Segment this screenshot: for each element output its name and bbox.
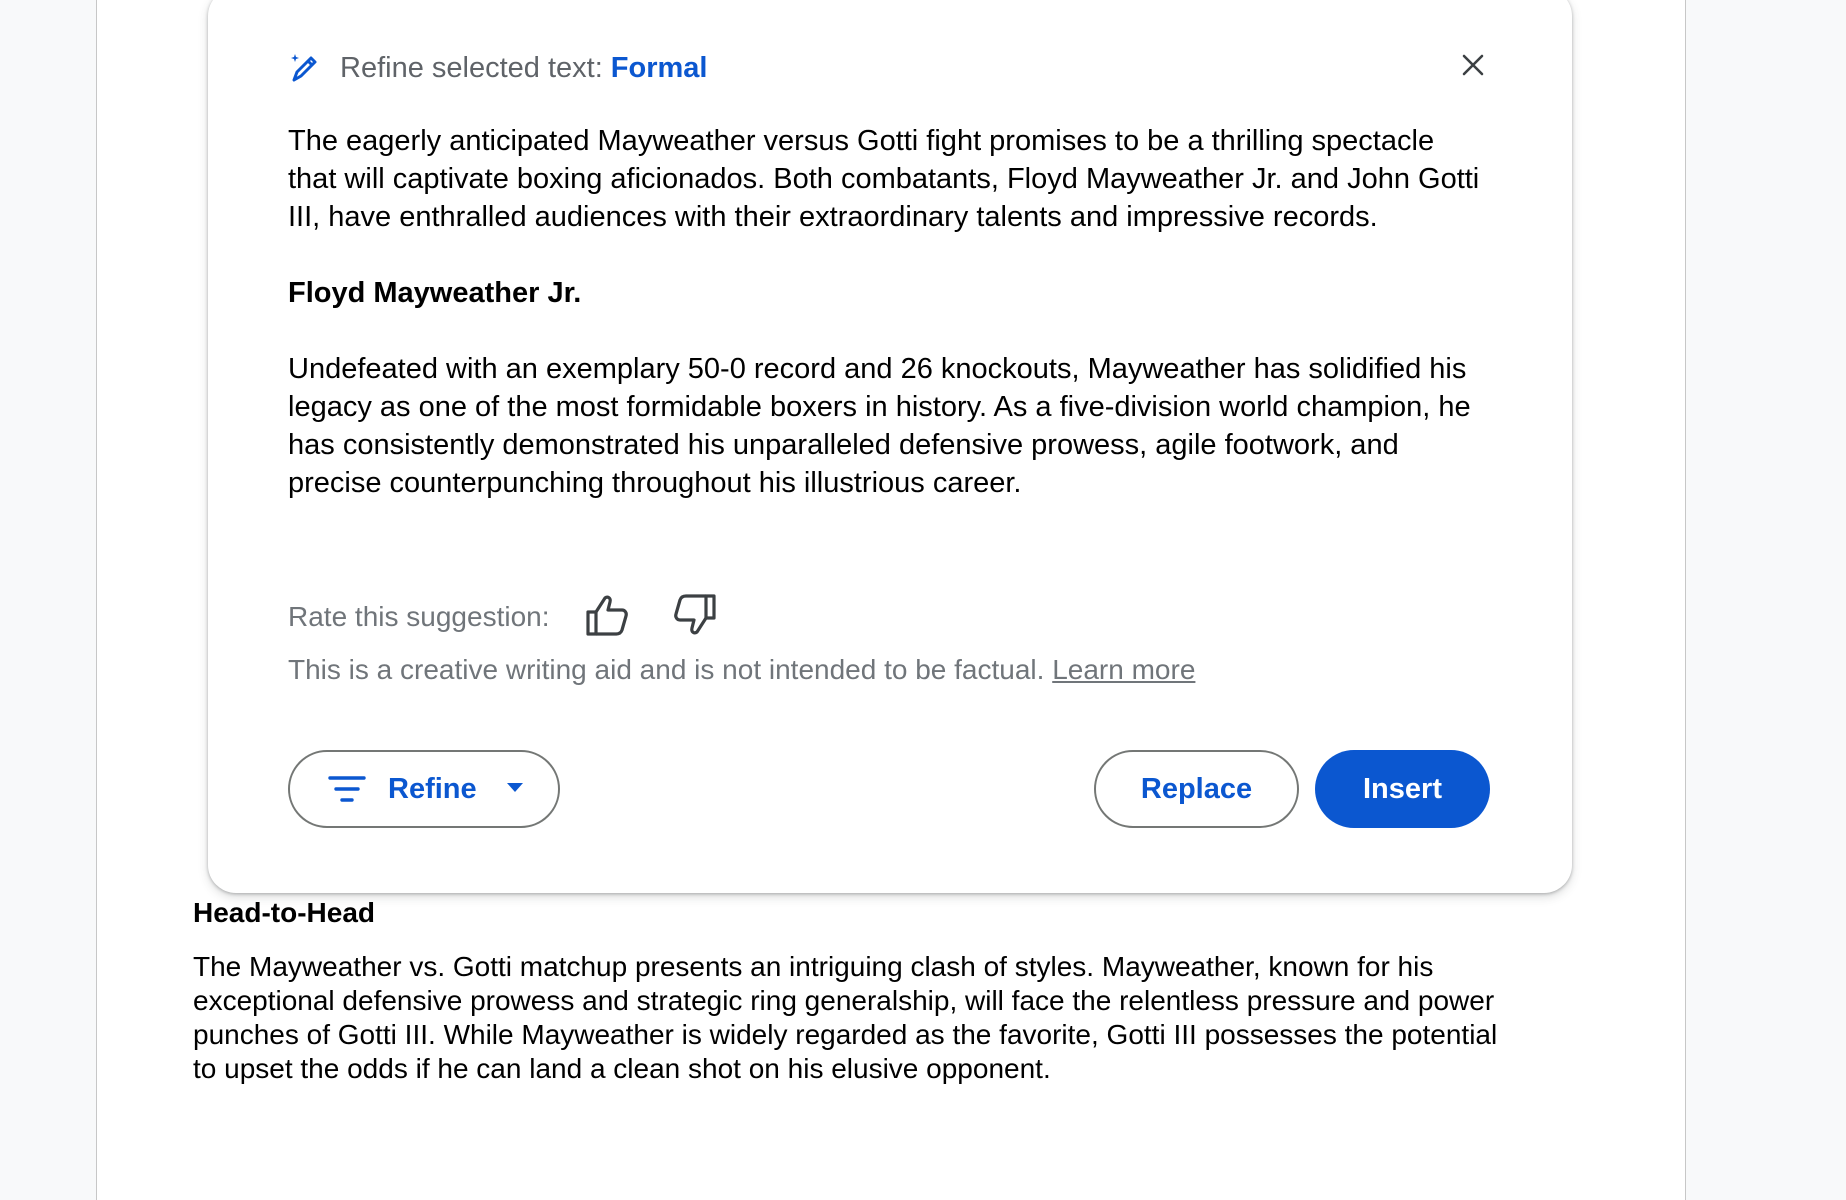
thumbs-up-icon [584, 592, 630, 643]
refine-dropdown-button[interactable] [288, 750, 560, 828]
thumbs-down-button[interactable] [670, 592, 720, 642]
close-icon [1461, 53, 1485, 82]
thumbs-down-icon [672, 592, 718, 643]
rate-label: Rate this suggestion: [288, 601, 550, 632]
learn-more-link[interactable]: Learn more [1052, 654, 1196, 685]
replace-button[interactable]: Replace [1094, 750, 1299, 828]
refine-label: Refine [388, 772, 477, 805]
filter-icon [328, 774, 366, 804]
dialog-title: Refine selected text: [340, 51, 603, 84]
insert-button[interactable]: Insert [1315, 750, 1490, 828]
disclaimer [288, 654, 1195, 686]
suggestion-text [288, 122, 1488, 540]
chevron-down-icon [507, 780, 523, 798]
suggestion-body-paragraph: Undefeated with an exemplary 50-0 record and 26 knockouts, Mayweather has solidified his legacy as one of the most formidable boxers in history. As a five-division world champion, he has consistently demonstrated his unparalleled defensive prowess, agile footwork, and precise counterpunching throughout his illustrious career. [288, 353, 1471, 499]
refine-mode-label: Formal [610, 51, 708, 84]
suggestion-intro: The eagerly anticipated Mayweather versus Gotti fight promises to be a thrilling spectacle that will captivate boxing aficionados. Both combatants, Floyd Mayweather Jr. and John Gotti III, have enthralled audiences with their extraordinary talents and impressive records. [288, 125, 1480, 233]
document-heading: Head-to-Head [193, 897, 376, 928]
document-content [193, 896, 1523, 1086]
suggestion-heading: Floyd Mayweather Jr. [288, 277, 582, 309]
disclaimer-text: This is a creative writing aid and is not intended to be factual. [288, 654, 1045, 685]
sparkle-pen-icon [288, 52, 320, 84]
document-paragraph: The Mayweather vs. Gotti matchup presents an intriguing clash of styles. Mayweather, known for his exceptional defensive prowess and strategic ring generalship, will face the relentless pressure and power punches of Gotti III. While Mayweather is widely regarded as the favorite, Gotti III possesses the potential to upset the odds if he can land a clean shot on his elusive opponent. [193, 951, 1498, 1084]
thumbs-up-button[interactable] [582, 592, 632, 642]
dialog-header [288, 48, 707, 88]
rating-row [288, 592, 758, 642]
close-button[interactable] [1456, 50, 1490, 84]
refine-dialog [208, 0, 1572, 893]
